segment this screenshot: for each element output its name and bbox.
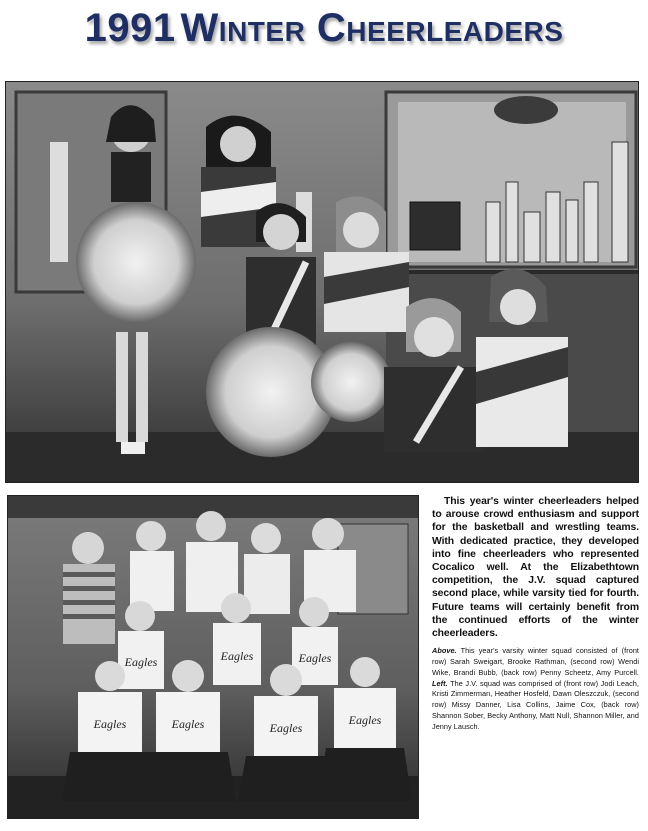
above-text: This year's varsity winter squad consisted of (front row) Sarah Sweigart, Brooke Rathman, (second row) Wendi Wike, Brandi Bubb, (back row) Penny Scheetz, Amy Purcell. <box>432 646 639 677</box>
page-title <box>0 6 648 51</box>
above-label: Above. <box>432 646 457 656</box>
football-icon <box>494 96 558 124</box>
varsity-photo <box>6 82 638 482</box>
uniform-text: Eagles <box>220 649 254 663</box>
caption-lead: This year's winter cheerleaders helped to arouse crowd enthusiasm and support for the basketball and wrestling teams. With dedicated practice, they developed into fine cheerleaders who represented Cocalico well. At the Elizabethtown competition, the J.V. squad captured second place, while varsity tied for fourth. Future teams will certainly benefit from the continued efforts of the winter cheerleaders. <box>432 496 639 640</box>
jv-photo <box>8 496 418 818</box>
uniform-text: Eagles <box>93 717 127 731</box>
title-year: 1991 <box>84 6 176 50</box>
uniform-text: Eagles <box>171 717 205 731</box>
jv-middle-row <box>118 593 338 689</box>
jv-photo-illustration <box>8 496 418 818</box>
uniform-text: Eagles <box>269 721 303 735</box>
varsity-photo-illustration <box>6 82 638 482</box>
uniform-text: Eagles <box>298 651 332 665</box>
caption-credits <box>432 646 639 732</box>
title-words: Winter Cheerleaders <box>180 6 564 50</box>
uniform-text: Eagles <box>348 713 382 727</box>
caption-block <box>432 495 639 733</box>
left-text: The J.V. squad was comprised of (front row) Jodi Leach, Kristi Zimmerman, Heather Hosfeld, Dawn Oleszczuk, (second row) Missy Danner, Lisa Collins, Jaime Cox, (back row) Shannon Sober, Becky Anthony, Matt Null, Shannon Miller, and Jenny Lausch. <box>432 678 639 731</box>
left-label: Left. <box>432 678 448 688</box>
uniform-text: Eagles <box>124 655 158 669</box>
